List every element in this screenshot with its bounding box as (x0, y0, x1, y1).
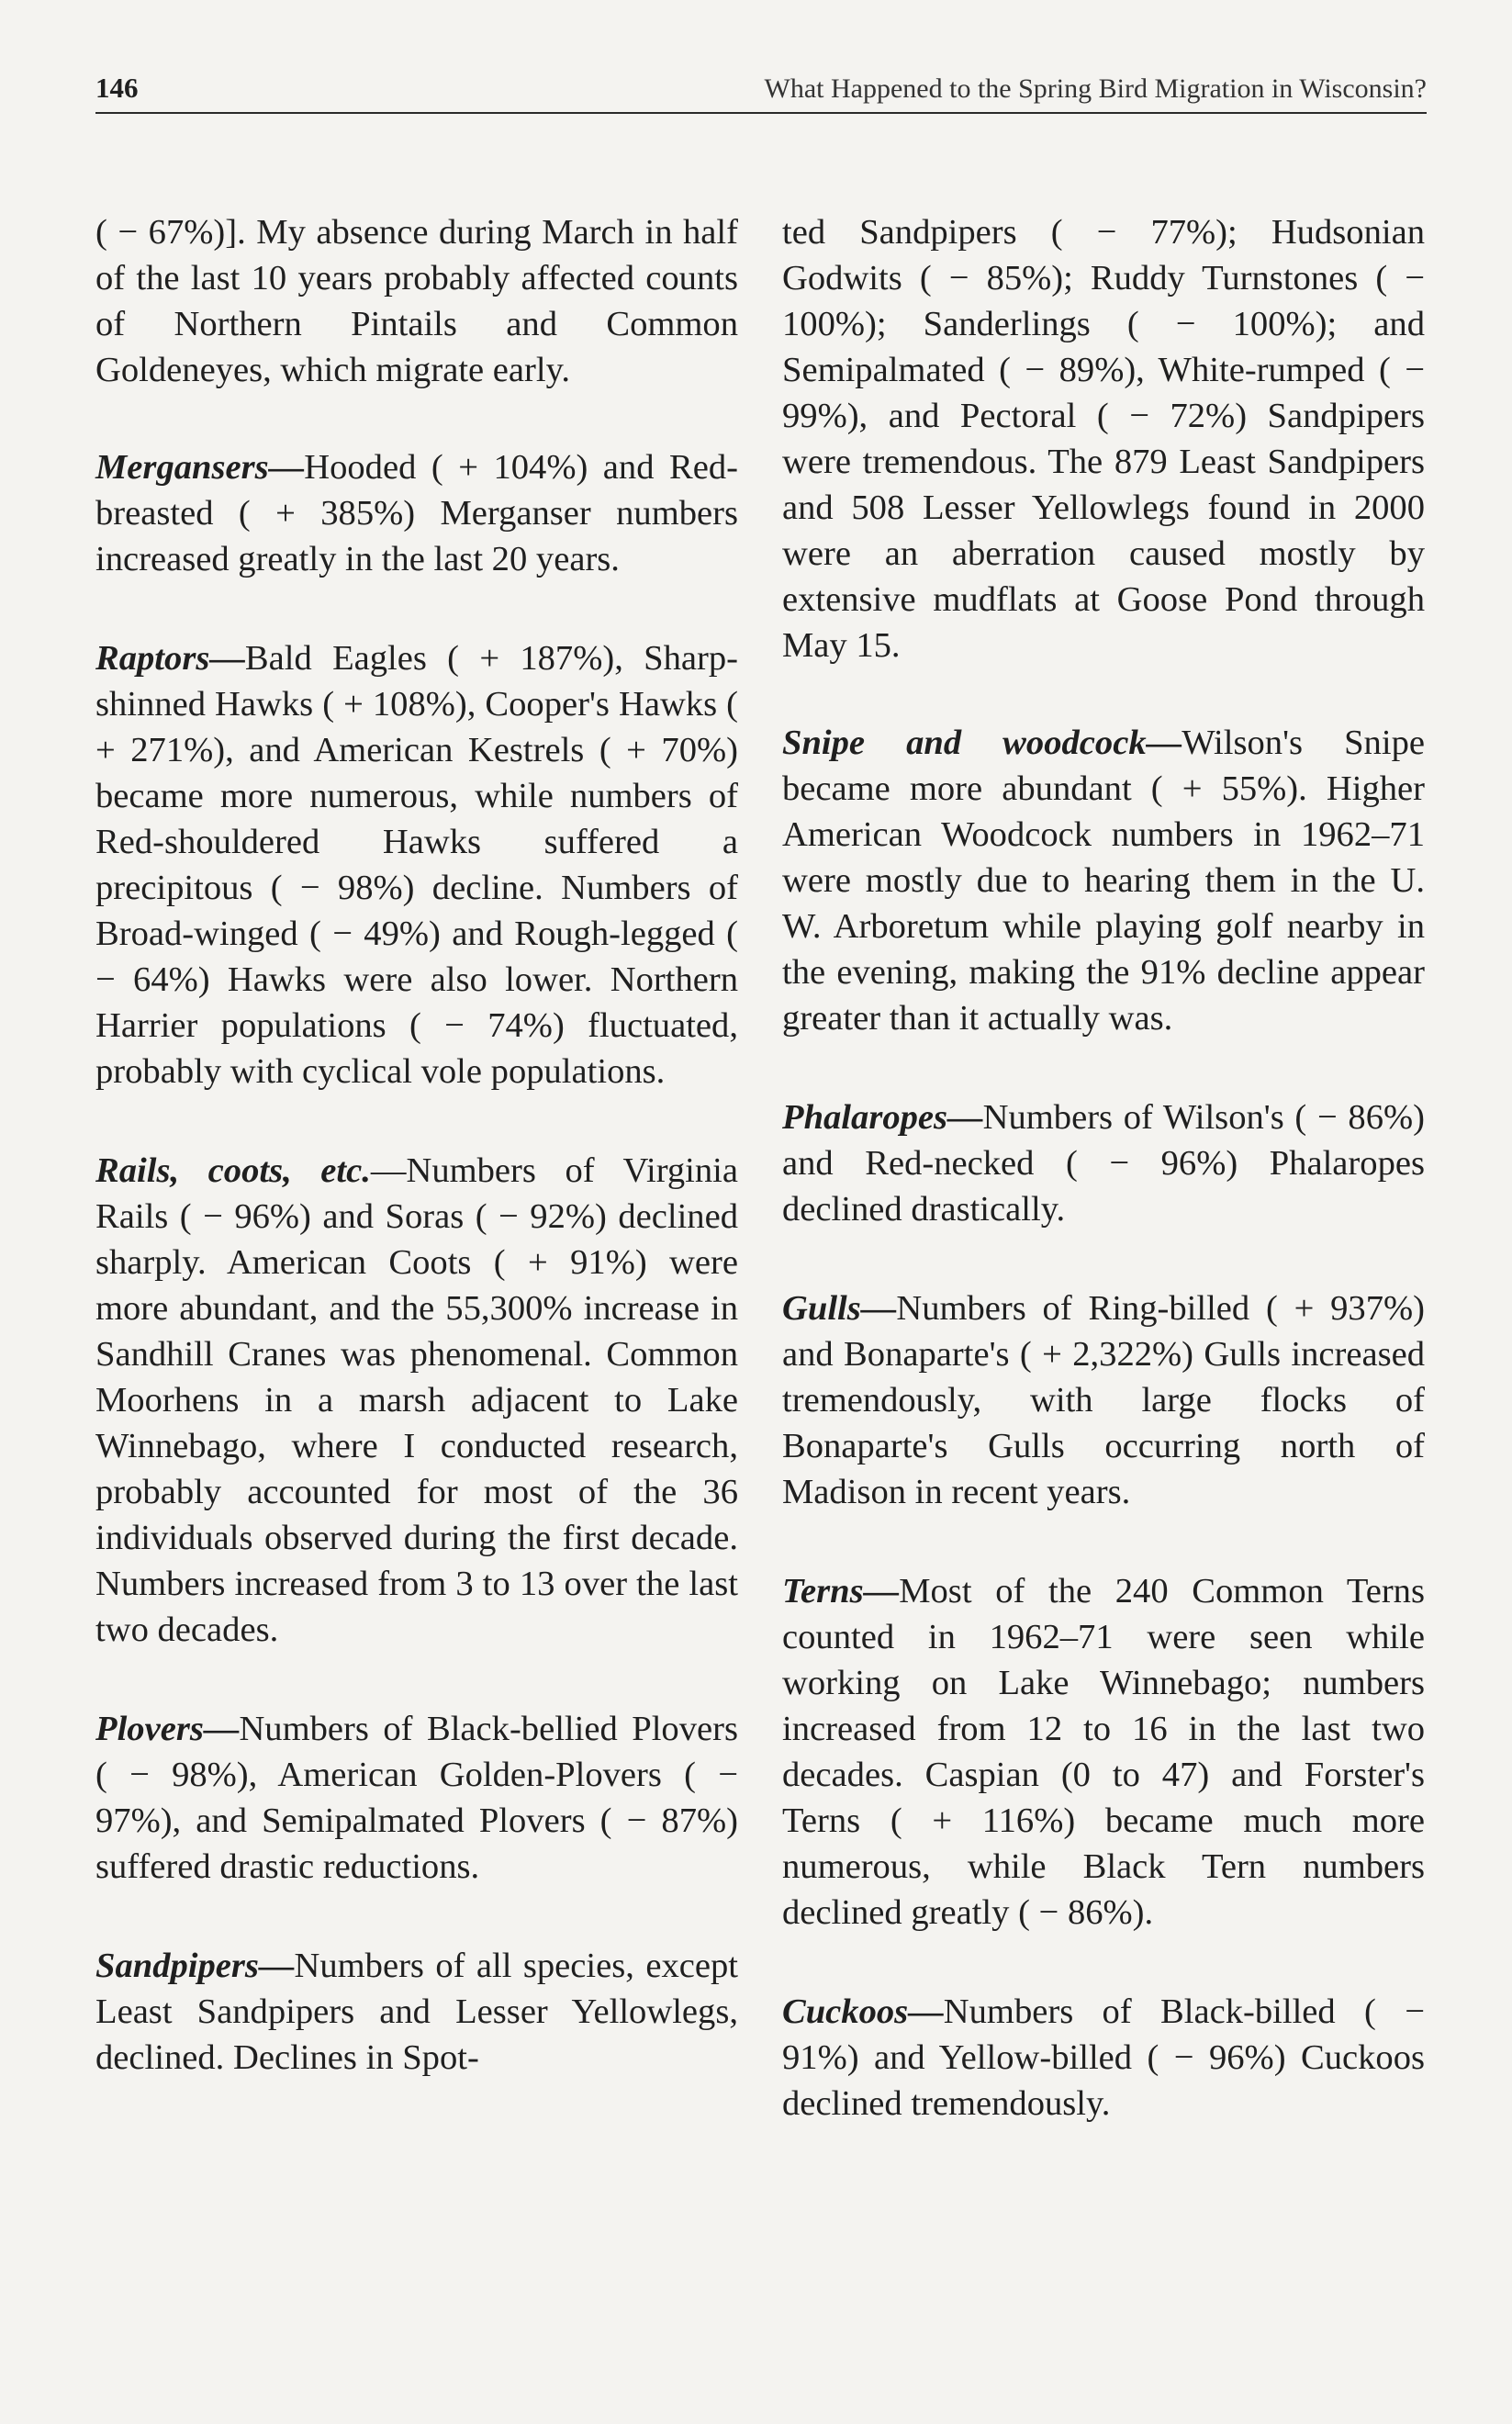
paragraph-text: Numbers of Wilson's ( − 86%) and Red-necked ( − 96%) Phalaropes declined drastically. (782, 1098, 1425, 1229)
paragraph-terns (782, 1568, 1425, 1936)
paragraph-rails (95, 1148, 738, 1653)
right-column (782, 209, 1425, 2180)
page-number: 146 (95, 72, 139, 104)
paragraph-sandpipers-continued (782, 209, 1425, 668)
left-column (95, 209, 738, 2134)
paragraph-text: ted Sandpipers ( − 77%); Hudsonian Godwits ( − 85%); Ruddy Turnstones ( − 100%); Sanderlings ( − 100%); and Semipalmated ( − 89%), White-rumped ( − 99%), and Pectoral ( − 72%) Sandpipers were tremendous. The 879 Least Sandpipers and 508 Lesser Yellowlegs found in 2000 were an aberration caused mostly by extensive mudflats at Goose Pond through May 15. (782, 213, 1425, 665)
paragraph-text: Numbers of Ring-billed ( + 937%) and Bonaparte's ( + 2,322%) Gulls increased tremendously, with large flocks of Bonaparte's Gulls occurring north of Madison in recent years. (782, 1289, 1425, 1511)
paragraph-mergansers (95, 444, 738, 582)
page-header (95, 72, 1427, 114)
paragraph-text: Numbers of Black-bellied Plovers ( − 98%), American Golden-Plovers ( − 97%), and Semipalmated Plovers ( − 87%) suffered drastic reductions. (95, 1710, 738, 1886)
paragraph-text: ( − 67%)]. My absence during March in half of the last 10 years probably affected counts of Northern Pintails and Common Goldeneyes, which migrate early. (95, 213, 738, 389)
section-lead: Terns— (782, 1572, 900, 1610)
paragraph-sandpipers (95, 1943, 738, 2081)
paragraph-gulls (782, 1285, 1425, 1515)
paragraph-text: Numbers of Black-billed ( − 91%) and Yellow-billed ( − 96%) Cuckoos declined tremendously. (782, 1992, 1425, 2123)
paragraph-phalaropes (782, 1094, 1425, 1232)
paragraph-text: Bald Eagles ( + 187%), Sharp-shinned Hawks ( + 108%), Cooper's Hawks ( + 271%), and American Kestrels ( + 70%) became more numerous, while numbers of Red-shouldered Hawks suffered a precipitous ( − 98%) decline. Numbers of Broad-winged ( − 49%) and Rough-legged ( − 64%) Hawks were also lower. Northern Harrier populations ( − 74%) fluctuated, probably with cyclical vole populations. (95, 639, 738, 1091)
paragraph-text: Numbers of all species, except Least Sandpipers and Lesser Yellowlegs, declined. Declines in Spot- (95, 1947, 738, 2077)
section-lead: Rails, coots, etc. (95, 1151, 371, 1190)
section-lead: Sandpipers— (95, 1947, 295, 1985)
paragraph-text: Hooded ( + 104%) and Red-breasted ( + 385%) Merganser numbers increased greatly in the last 20 years. (95, 448, 738, 578)
paragraph-raptors (95, 635, 738, 1094)
section-lead: Mergansers— (95, 448, 305, 487)
paragraph-text: Wilson's Snipe became more abundant ( + 55%). Higher American Woodcock numbers in 1962–71 were mostly due to hearing them in the U. W. Arboretum while playing golf nearby in the evening, making the 91% decline appear greater than it actually was. (782, 724, 1425, 1038)
paragraph-cuckoos (782, 1989, 1425, 2127)
section-lead: Phalaropes— (782, 1098, 983, 1137)
paragraph-text: Most of the 240 Common Terns counted in 1962–71 were seen while working on Lake Winnebago; numbers increased from 12 to 16 in the last two decades. Caspian (0 to 47) and Forster's Terns ( + 116%) became much more numerous, while Black Tern numbers declined greatly ( − 86%). (782, 1572, 1425, 1932)
paragraph-snipe-woodcock (782, 720, 1425, 1041)
section-lead: Snipe and woodcock— (782, 724, 1182, 762)
paragraph-text: —Numbers of Virginia Rails ( − 96%) and Soras ( − 92%) declined sharply. American Coots ( + 91%) were more abundant, and the 55,300% increase in Sandhill Cranes was phenomenal. Common Moorhens in a marsh adjacent to Lake Winnebago, where I conducted research, probably accounted for most of the 36 individuals observed during the first decade. Numbers increased from 3 to 13 over the last two decades. (95, 1151, 738, 1649)
running-title: What Happened to the Spring Bird Migration in Wisconsin? (764, 73, 1427, 104)
section-lead: Cuckoos— (782, 1992, 944, 2031)
section-lead: Plovers— (95, 1710, 240, 1748)
section-lead: Raptors— (95, 639, 245, 678)
section-lead: Gulls— (782, 1289, 897, 1328)
paragraph-plovers (95, 1706, 738, 1890)
paragraph-continuation (95, 209, 738, 393)
